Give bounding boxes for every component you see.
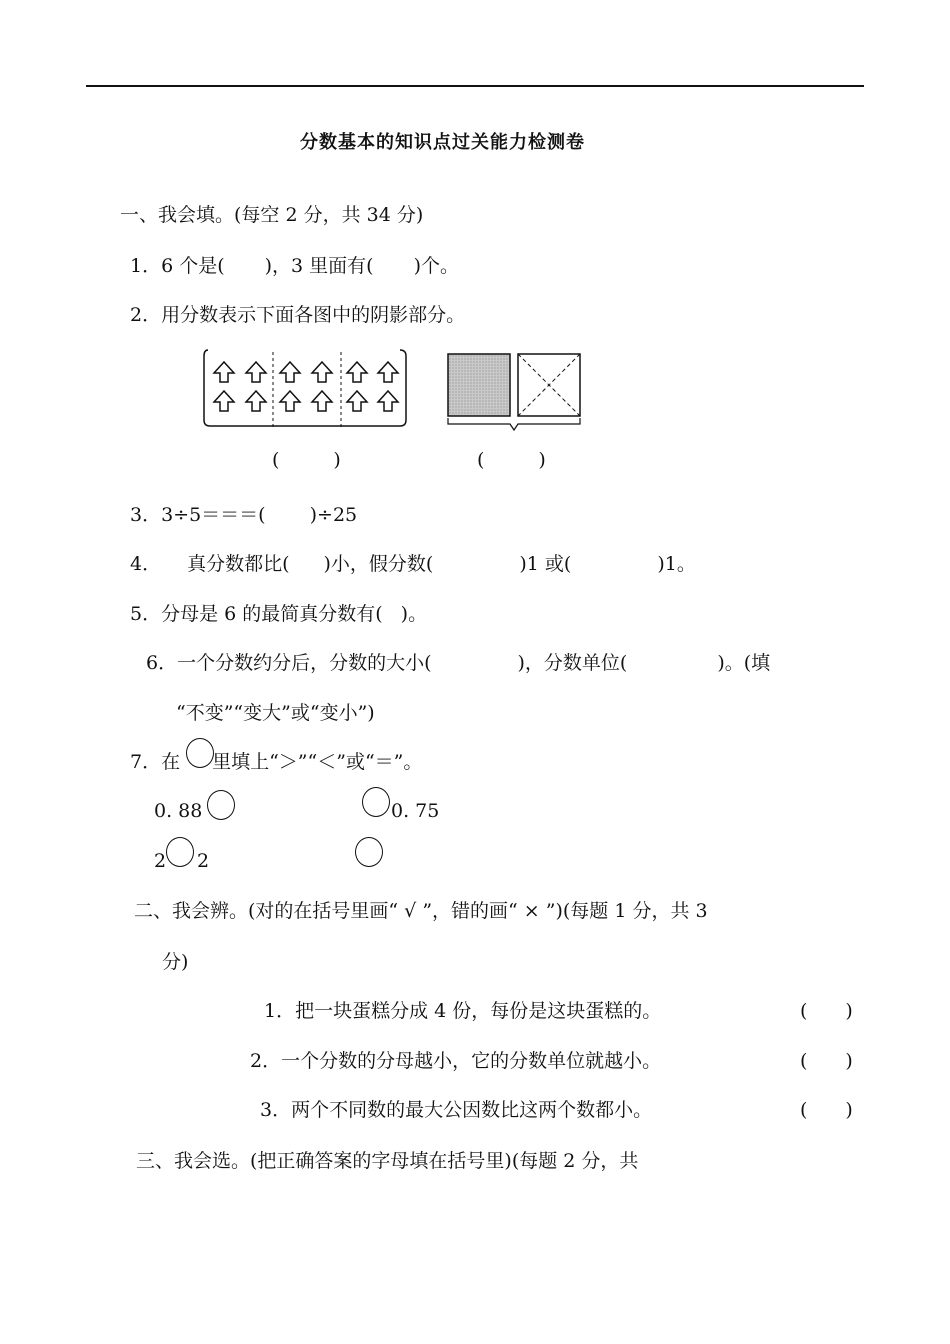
page-title: 分数基本的知识点过关能力检测卷 xyxy=(300,132,585,153)
q5: 5．分母是 6 的最简真分数有( )。 xyxy=(130,603,428,625)
section2-heading-cont: 分) xyxy=(162,951,189,973)
q7: 7．在 里填上“＞”“＜”或“＝”。 xyxy=(130,751,423,773)
q2-text: 2．用分数表示下面各图中的阴影部分。 xyxy=(130,304,466,326)
judge-paren-3[interactable]: ( ) xyxy=(800,1099,853,1121)
q2-answer-1: ( ) xyxy=(272,449,341,471)
compare-circle-4[interactable] xyxy=(355,837,383,867)
compare-circle-3[interactable] xyxy=(166,837,194,867)
section3-heading: 三、我会选。(把正确答案的字母填在括号里)(每题 2 分，共 xyxy=(136,1150,639,1172)
q1 xyxy=(130,257,459,276)
compare-circle-2[interactable] xyxy=(362,787,390,817)
squares-figure xyxy=(446,352,586,432)
q1-part-b: )，3 里面有( xyxy=(264,255,374,277)
q1-num: 1． xyxy=(130,255,162,277)
q6-line1: 6．一个分数约分后，分数的大小( )，分数单位( )。(填 xyxy=(146,652,771,674)
q2-answer-2: ( ) xyxy=(477,449,546,471)
q7-compare-1-left: 0. 88 xyxy=(154,800,203,822)
judge-paren-2[interactable]: ( ) xyxy=(800,1050,853,1072)
q3: 3．3÷5＝＝＝( )÷25 xyxy=(130,504,358,526)
section2-heading: 二、我会辨。(对的在括号里画“ √ ”，错的画“ × ”)(每题 1 分，共 3 xyxy=(134,900,708,922)
compare-circle-1[interactable] xyxy=(207,790,235,820)
compare-circle-example xyxy=(186,738,214,768)
judge-paren-1[interactable]: ( ) xyxy=(800,1000,853,1022)
judge-item-3: 3．两个不同数的最大公因数比这两个数都小。 xyxy=(260,1099,653,1121)
arrows-figure xyxy=(202,348,410,430)
q7-compare-3-left: 2 xyxy=(154,850,167,872)
judge-item-2: 2．一个分数的分母越小，它的分数单位就越小。 xyxy=(250,1050,662,1072)
q7-compare-3-right: 2 xyxy=(197,850,210,872)
q7-compare-2-right: 0. 75 xyxy=(391,800,440,822)
judge-item-1: 1．把一块蛋糕分成 4 份，每份是这块蛋糕的。 xyxy=(264,1000,662,1022)
q6-line2: “不变”“变大”或“变小”) xyxy=(176,702,375,724)
q1-part-a: 6 个是( xyxy=(161,255,225,277)
top-rule xyxy=(86,85,864,87)
q4: 4． 真分数都比( )小，假分数( )1 或( )1。 xyxy=(130,553,696,575)
section1-heading: 一、我会填。(每空 2 分，共 34 分) xyxy=(120,204,424,226)
q1-part-c: )个。 xyxy=(413,255,460,277)
